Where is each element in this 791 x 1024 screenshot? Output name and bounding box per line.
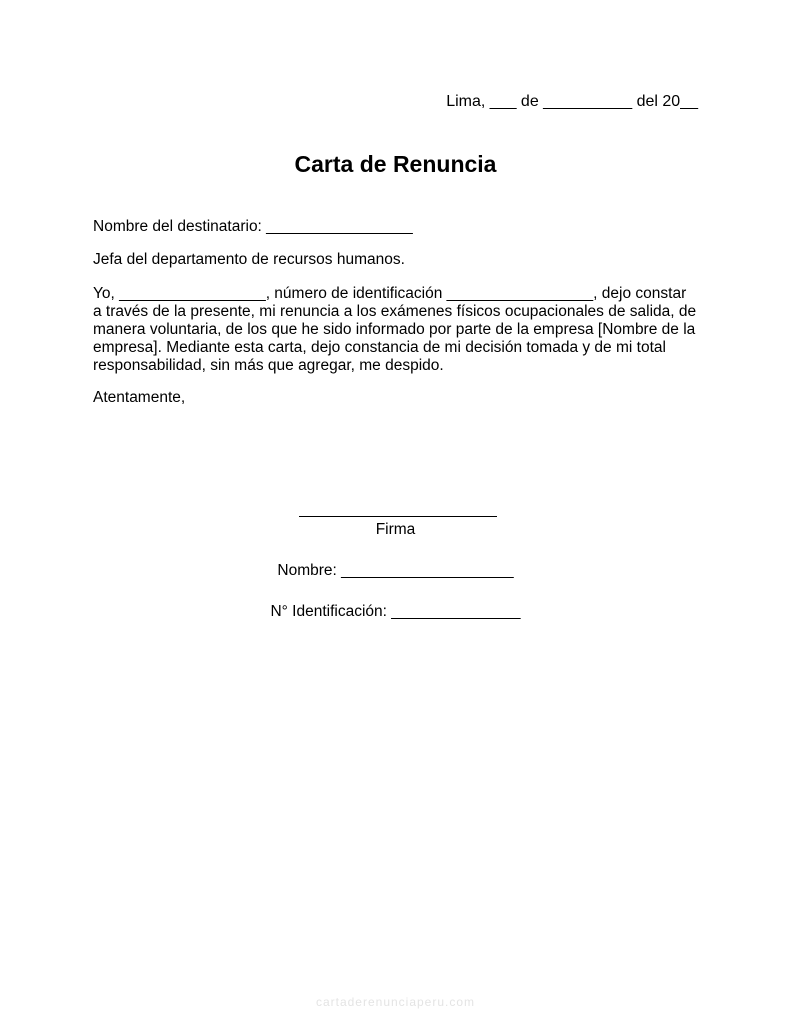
closing-line: Atentamente, (93, 389, 186, 406)
body-line: manera voluntaria, de los que he sido informado por parte de la empresa [Nombre de la (93, 321, 696, 338)
signature-label: Firma (375, 521, 416, 538)
recipient-line: Nombre del destinatario: _________________ (93, 218, 413, 235)
signature-name-line: Nombre: ____________________ (277, 562, 514, 579)
signature-id-line: N° Identificación: _______________ (270, 603, 521, 620)
letter-body (93, 285, 696, 375)
body-line: Yo, _________________, número de identificación _________________, dejo constar (93, 285, 687, 302)
body-line: responsabilidad, sin más que agregar, me despido. (93, 357, 444, 374)
department-line: Jefa del departamento de recursos humanos. (93, 251, 405, 268)
signature-rule (299, 516, 497, 517)
letter-title: Carta de Renuncia (294, 151, 497, 177)
body-line: a través de la presente, mi renuncia a los exámenes físicos ocupacionales de salida, de (93, 303, 697, 320)
footer-watermark: cartaderenunciaperu.com (315, 995, 476, 1009)
date-line: Lima, ___ de __________ del 20__ (446, 93, 698, 110)
body-line: empresa]. Mediante esta carta, dejo constancia de mi decisión tomada y de mi total (93, 339, 666, 356)
